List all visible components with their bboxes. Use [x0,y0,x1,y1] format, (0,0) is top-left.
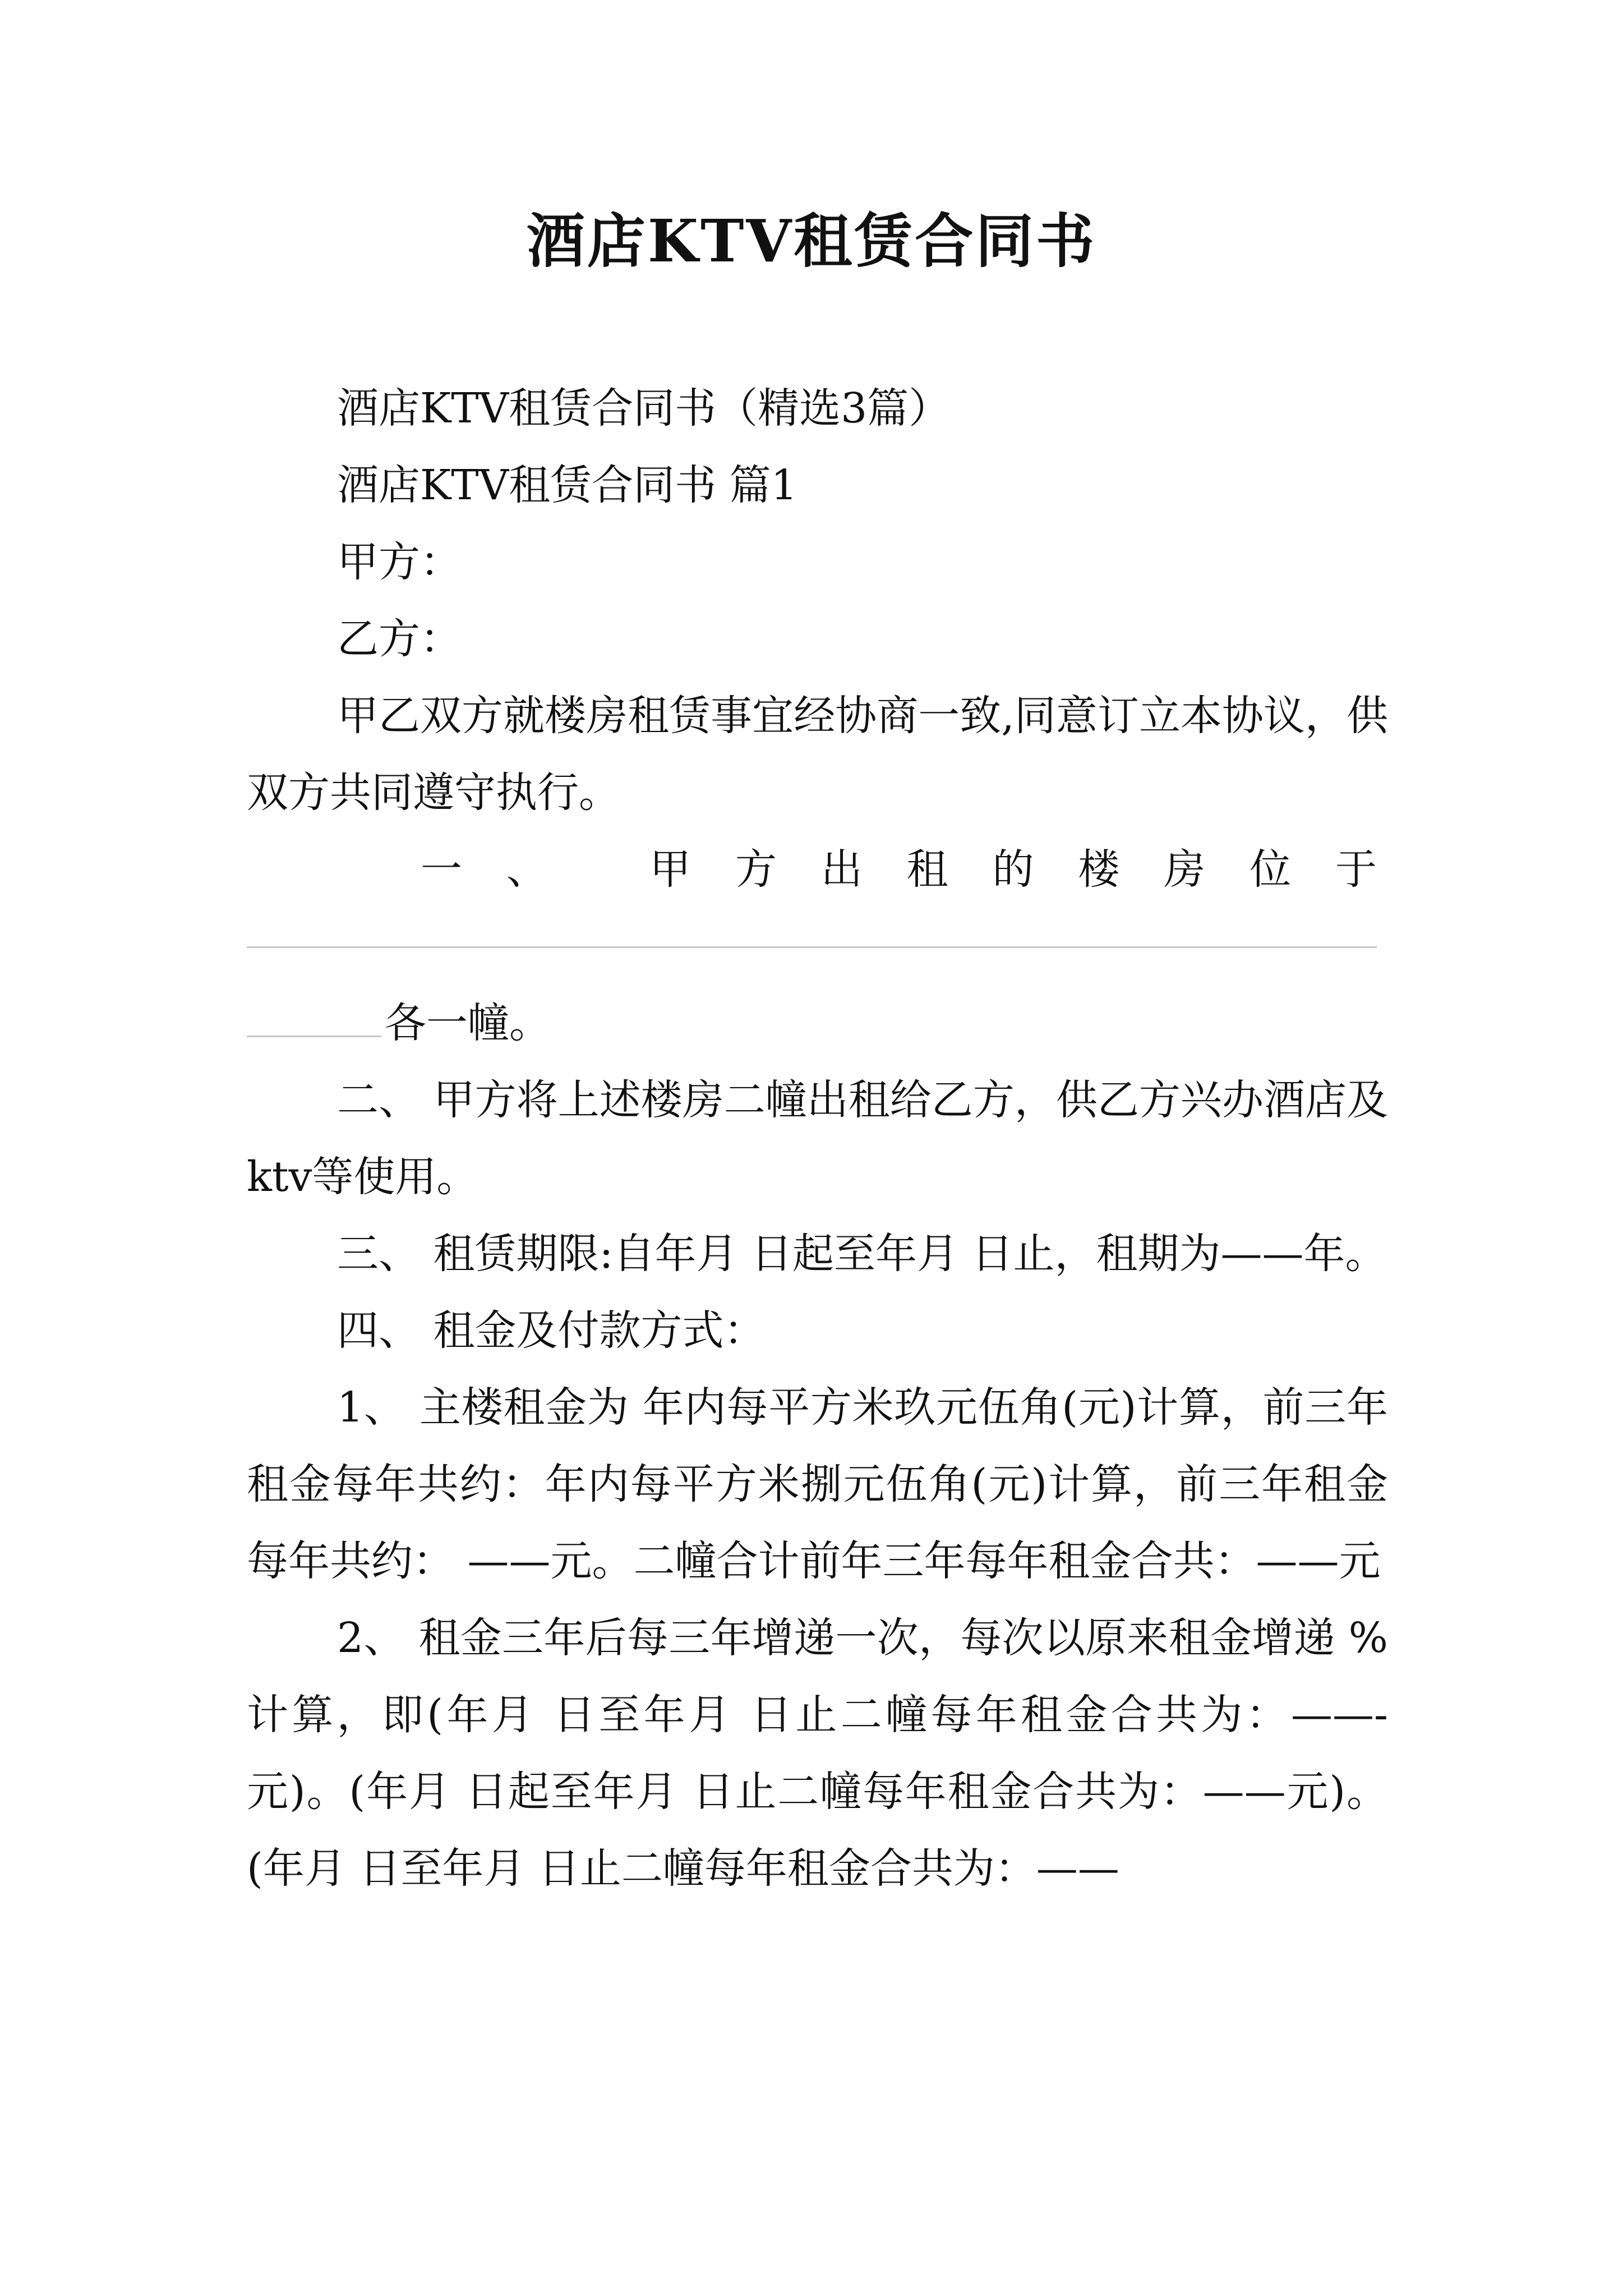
clause-1-continuation [247,985,1388,1062]
paragraph-agreement-intro: 甲乙双方就楼房租赁事宜经协商一致,同意订立本协议，供双方共同遵守执行。 [247,692,1388,817]
paragraph-clause-4-item-1: 1、 主楼租金为 年内每平方米玖元伍角(元)计算，前三年租金每年共约：年内每平方米捌元伍角(元)计算，前三年租金每年共约： ——元。二幢合计前年三年每年租金合共：——元 [247,1383,1388,1585]
paragraph-party-b: 乙方： [337,615,462,663]
blank-rule-line [247,908,1388,985]
paragraph-clause-4-item-2: 2、 租金三年后每三年增递一次，每次以原来租金增递 %计算，即(年月 日至年月 日止二幢每年租金合共为：——-元)。(年月 日起至年月 日止二幢每年租金合共为：——元)。(年月 日至年月 日止二幢每年租金合共为：—— [247,1614,1388,1893]
paragraph-clause-2: 二、 甲方将上述楼房二幢出租给乙方，供乙方兴办酒店及ktv等使用。 [247,1076,1388,1201]
paragraph-subtitle: 酒店KTV租赁合同书（精选3篇） [337,384,951,432]
paragraph-party-a: 甲方： [337,538,462,586]
paragraph-section-heading: 酒店KTV租赁合同书 篇1 [337,461,797,509]
document-title: 酒店KTV租赁合同书 [526,206,1097,275]
paragraph-clause-4: 四、 租金及付款方式： [337,1306,766,1355]
paragraph-clause-3: 三、 租赁期限:自年月 日起至年月 日止，租期为——年。 [337,1230,1387,1278]
paragraph-clause-1: 一、 甲方出租的楼房位于 [421,845,1388,894]
document-body [247,370,1388,1907]
blank-fill-line [247,1002,381,1037]
clause-1-tail: 各一幢。 [385,999,551,1047]
